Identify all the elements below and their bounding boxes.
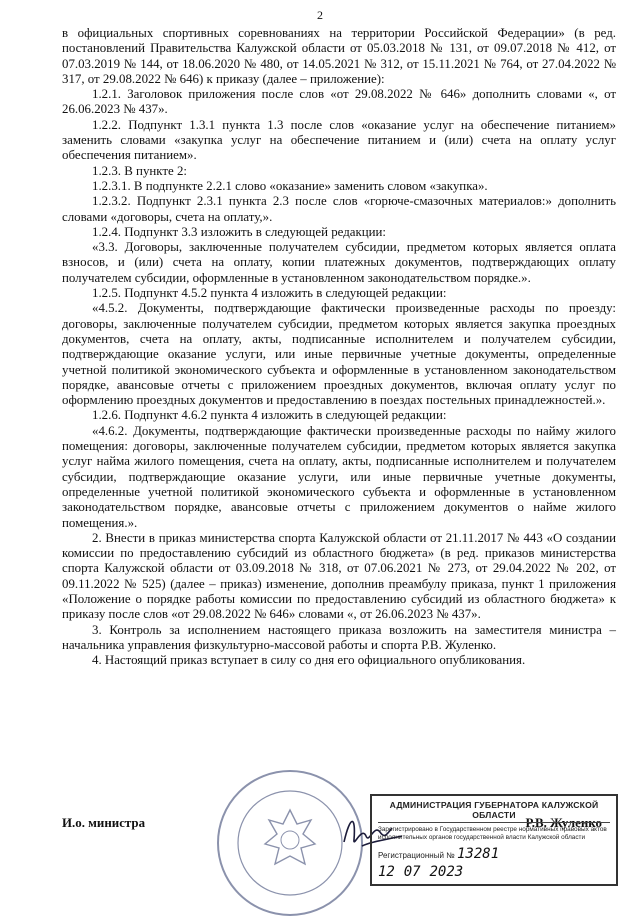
paragraph: 1.2.5. Подпункт 4.5.2 пункта 4 изложить в следующей редакции: xyxy=(92,286,447,301)
stamp-date-line xyxy=(378,864,610,880)
paragraph: 4. Настоящий приказ вступает в силу со дня его официального опубликования. xyxy=(92,653,526,668)
paragraph: «4.6.2. Документы, подтверждающие фактически произведенные расходы по найму жилого помещения: договоры, заключенные получателем субсидии, предметом которых является закупка услуг найма жилого помещения, счета на оплату, акты, подписанные исполнителем и получателем субсидии, подтверждающие оказание услуги, или иные первичные учетные документы, определенные учетной политикой экономического субъекта и оформленные в установленном законодательством порядке, авансовые отчеты с приложением документов о найме жилого помещения.». xyxy=(62,423,616,530)
stamp-reg-label: Регистрационный № xyxy=(378,851,455,860)
paragraph: 1.2.3.1. В подпункте 2.2.1 слово «оказание» заменить словом «закупка». xyxy=(92,178,488,193)
paragraph: «3.3. Договоры, заключенные получателем субсидии, предметом которых является оплата взносов, и (или) счета на оплату, копии платежных документов, подтверждающих оплату получателем субсидии, оформленные в установленном законодательством порядке.». xyxy=(62,240,616,285)
paragraph: 2. Внести в приказ министерства спорта Калужской области от 21.11.2017 № 443 «О создании комиссии по предоставлению субсидий из областного бюджета» (в ред. приказов министерства спорта Калужской области от 03.09.2018 № 318, от 07.06.2021 № 273, от 29.04.2022 № 202, от 09.11.2022 № 525) (далее – приказ) изменение, дополнив преамбулу приказа, пункт 1 приложения «Положение о порядке работы комиссии по предоставлению субсидий из областного бюджета» к приказу после слов «от 29.08.2022 № 646» словами «, от 26.06.2023 № 437». xyxy=(62,530,616,622)
paragraph: 1.2.3. В пункте 2: xyxy=(92,163,187,178)
paragraph: 1.2.2. Подпункт 1.3.1 пункта 1.3 после слов «оказание услуг на обеспечение питанием» заменить словами «закупка услуг на обеспечение питанием и (или) счета на оплату услуг обеспечения питанием». xyxy=(62,117,616,163)
stamp-header: АДМИНИСТРАЦИЯ ГУБЕРНАТОРА КАЛУЖСКОЙ ОБЛАСТИ xyxy=(378,800,610,823)
stamp-date-year: 2023 xyxy=(429,864,464,880)
paragraph: 3. Контроль за исполнением настоящего приказа возложить на заместителя министра – начальника управления физкультурно-массовой работы и спорта Р.В. Жуленко. xyxy=(62,622,616,652)
signer-name: Р.В. Жуленко xyxy=(525,816,602,830)
paragraph: в официальных спортивных соревнованиях на территории Российской Федерации» (в ред. постановлений Правительства Калужской области от 05.03.2018 № 131, от 09.07.2018 № 412, от 07.03.2019 № 144, от 18.06.2020 № 480, от 14.05.2021 № 312, от 15.11.2021 № 764, от 27.04.2022 № 317, от 29.08.2022 № 646) к приказу (далее – приложение): xyxy=(62,26,616,86)
paragraph: 1.2.3.2. Подпункт 2.3.1 пункта 2.3 после слов «горюче-смазочных материалов:» дополнить словами «договоры, счета на оплату,». xyxy=(62,194,616,224)
registration-stamp xyxy=(370,794,618,886)
paragraph: 1.2.6. Подпункт 4.6.2 пункта 4 изложить в следующей редакции: xyxy=(92,408,447,423)
document-body xyxy=(62,26,616,668)
paragraph: «4.5.2. Документы, подтверждающие фактически произведенные расходы по проезду: договоры, заключенные получателем субсидии, предметом которых является закупка проездных документов, счета на оплату, акты, подписанные исполнителем и получателем субсидии, подтверждающие оказание услуги, или иные первичные учетные документы, определенные учетной политикой экономического субъекта и оформленные в установленном законодательством порядке, авансовые отчеты с приложением проездных документов, включая оплату услуг по оформлению проездных документов и предоставлению в поездах постельных принадлежностей.». xyxy=(62,301,616,408)
stamp-reg-line xyxy=(378,846,610,862)
paragraph: 1.2.1. Заголовок приложения после слов «от 29.08.2022 № 646» дополнить словами «, от 26.06.2023 № 437». xyxy=(62,87,616,117)
stamp-date-day: 12 xyxy=(378,864,395,880)
stamp-body: Зарегистрировано в Государственном реестре нормативных правовых актов исполнительных органов государственной власти Калужской области xyxy=(378,826,607,841)
signer-position: И.о. министра xyxy=(62,816,146,830)
page-number: 2 xyxy=(317,8,323,22)
stamp-date-month: 07 xyxy=(403,864,421,880)
stamp-reg-number: 13281 xyxy=(456,846,500,862)
paragraph: 1.2.4. Подпункт 3.3 изложить в следующей редакции: xyxy=(92,224,387,239)
